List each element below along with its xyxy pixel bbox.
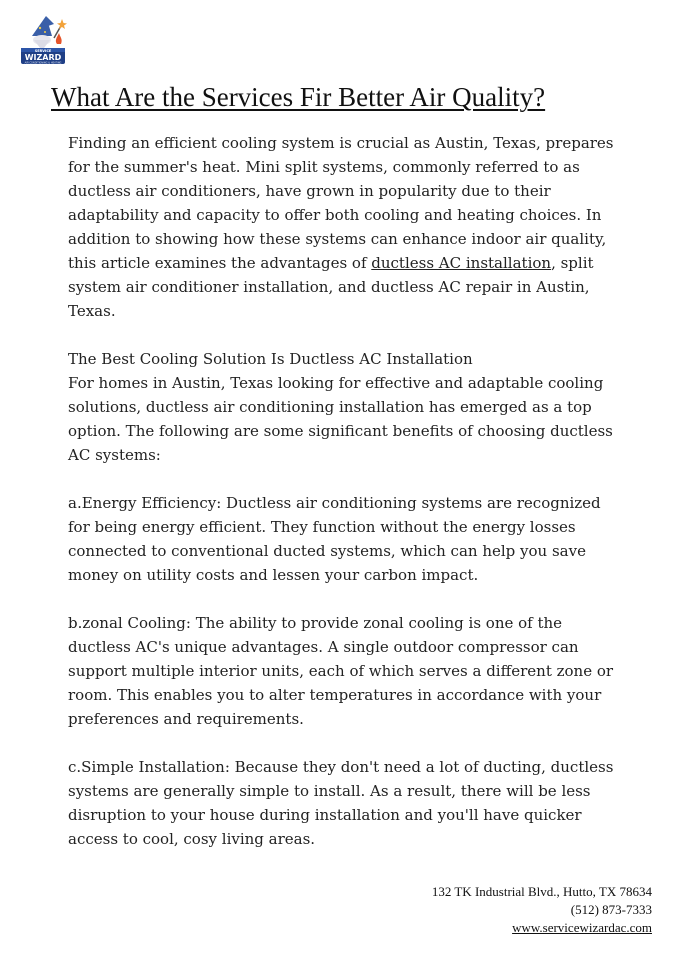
benefit-simple-installation: c.Simple Installation: Because they don't need a lot of ducting, ductless systems are generally simple to install. As a result, there will be less disruption to your house during installation and you'll have quicker access to cool, cosy living areas.: [68, 758, 614, 848]
intro-text-after-link: , split system air conditioner installation, and ductless AC repair in Austin, Texas.: [68, 254, 594, 320]
footer-contact: [432, 883, 652, 937]
wizard-logo-icon: [18, 14, 68, 66]
article-body: [68, 131, 616, 875]
logo-tagline-text: AIR CONDITIONING & HEATING: [24, 61, 62, 65]
logo-service-text: SERVICE: [34, 49, 52, 53]
footer-address: 132 TK Industrial Blvd., Hutto, TX 78634: [431, 884, 652, 899]
intro-paragraph: [68, 131, 616, 323]
logo-wizard-text: WIZARD: [24, 53, 62, 62]
benefit-energy-efficiency: a.Energy Efficiency: Ductless air conditioning systems are recognized for being energy efficient. They function without the energy losses connected to conventional ducted systems, which can help you save money on utility costs and lessen your carbon impact.: [68, 494, 601, 584]
section-intro-paragraph: For homes in Austin, Texas looking for effective and adaptable cooling solutions, ductless air conditioning installation has emerged as a top option. The following are some significant benefits of choosing ductless AC systems:: [68, 374, 613, 464]
section-heading: The Best Cooling Solution Is Ductless AC Installation: [68, 350, 473, 368]
footer-phone: (512) 873-7333: [570, 902, 652, 917]
intro-text-before-link: Finding an efficient cooling system is crucial as Austin, Texas, prepares for the summer's heat. Mini split systems, commonly referred to as ductless air conditioners, have grown in popularity due to their adaptability and capacity to offer both cooling and heating choices. In addition to showing how these systems can enhance indoor air quality, this article examines the advantages of: [68, 134, 614, 272]
service-wizard-logo: [18, 14, 68, 66]
benefit-zonal-cooling: b.zonal Cooling: The ability to provide zonal cooling is one of the ductless AC's unique advantages. A single outdoor compressor can support multiple interior units, each of which serves a different zone or room. This enables you to alter temperatures in accordance with your preferences and requirements.: [68, 614, 614, 728]
footer-website-link[interactable]: www.servicewizardac.com: [512, 920, 652, 935]
page-title: What Are the Services Fir Better Air Quality?: [51, 82, 546, 112]
ductless-ac-installation-link[interactable]: ductless AC installation: [371, 254, 552, 272]
